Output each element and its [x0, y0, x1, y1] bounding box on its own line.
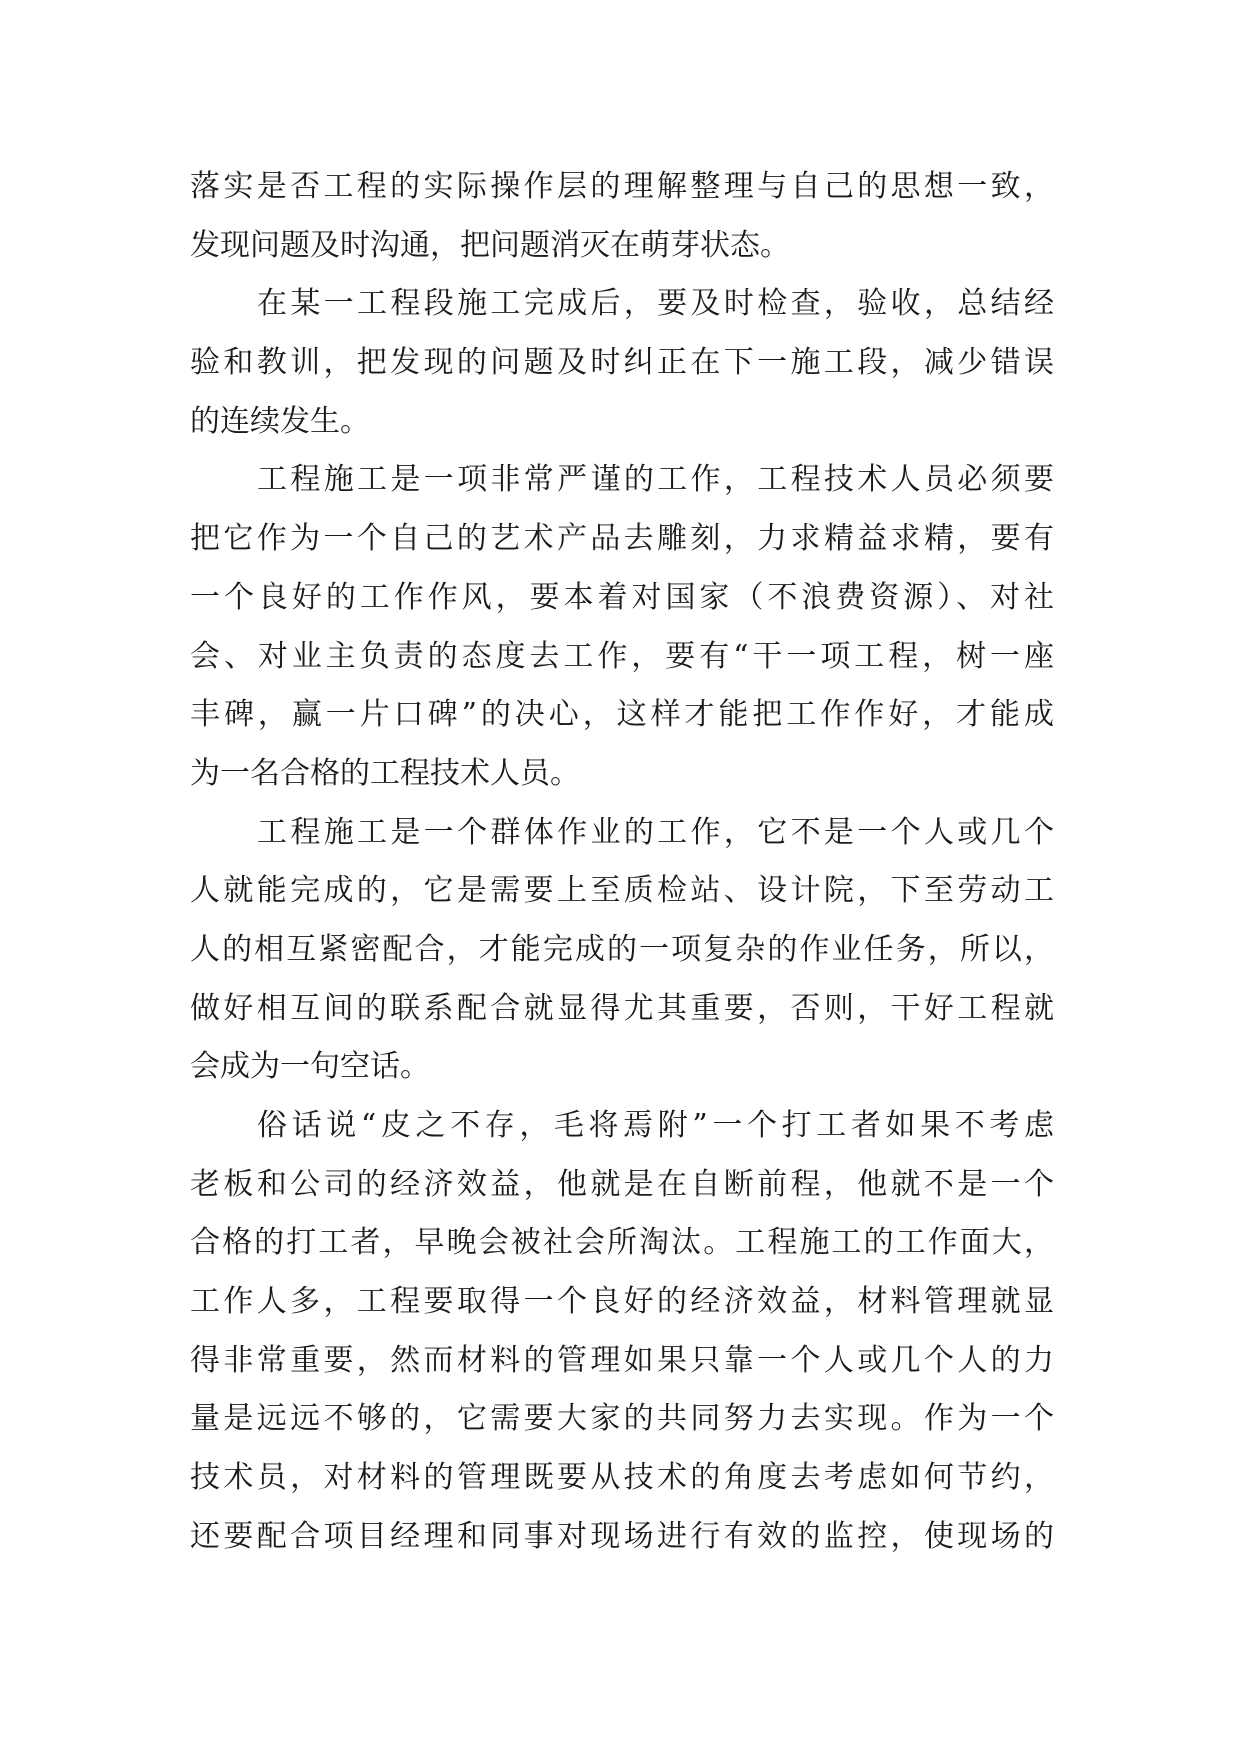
text-line: 俗话说“皮之不存，毛将焉附”一个打工者如果不考虑: [257, 1108, 1054, 1143]
text-line: 落实是否工程的实际操作层的理解整理与自己的思想一致，: [190, 169, 1054, 204]
text-line: 为一名合格的工程技术人员。: [190, 755, 580, 791]
document-body: [190, 158, 1054, 1567]
text-line: 还要配合项目经理和同事对现场进行有效的监控，使现场的: [190, 1518, 1054, 1554]
text-line: 人的相互紧密配合，才能完成的一项复杂的作业任务，所以，: [190, 931, 1054, 967]
text-line: 发现问题及时沟通，把问题消灭在萌芽状态。: [190, 227, 790, 263]
text-line: 量是远远不够的，它需要大家的共同努力去实现。作为一个: [190, 1401, 1054, 1437]
text-line: 工程施工是一个群体作业的工作，它不是一个人或几个: [257, 814, 1054, 850]
text-line: 丰碑，赢一片口碑”的决心，这样才能把工作作好，才能成: [190, 697, 1054, 733]
text-line: 老板和公司的经济效益，他就是在自断前程，他就不是一个: [190, 1166, 1054, 1202]
text-line: 的连续发生。: [190, 403, 370, 439]
text-line: 一个良好的工作作风，要本着对国家（不浪费资源）、对社: [190, 579, 1054, 615]
text-line: 技术员，对材料的管理既要从技术的角度去考虑如何节约，: [190, 1460, 1054, 1496]
text-line: 工作人多，工程要取得一个良好的经济效益，材料管理就显: [190, 1284, 1054, 1320]
text-line: 人就能完成的，它是需要上至质检站、设计院，下至劳动工: [190, 873, 1054, 909]
text-line: 把它作为一个自己的艺术产品去雕刻，力求精益求精，要有: [190, 521, 1054, 557]
text-line: 在某一工程段施工完成后，要及时检查，验收，总结经: [257, 286, 1054, 322]
text-line: 合格的打工者，早晚会被社会所淘汰。工程施工的工作面大，: [190, 1225, 1054, 1261]
text-line: 得非常重要，然而材料的管理如果只靠一个人或几个人的力: [190, 1342, 1054, 1378]
text-line: 工程施工是一项非常严谨的工作，工程技术人员必须要: [257, 462, 1054, 498]
text-line: 做好相互间的联系配合就显得尤其重要，否则，干好工程就: [190, 990, 1054, 1026]
text-line: 验和教训，把发现的问题及时纠正在下一施工段，减少错误: [190, 345, 1054, 381]
text-line: 会、对业主负责的态度去工作，要有“干一项工程，树一座: [190, 638, 1054, 674]
text-line: 会成为一句空话。: [190, 1049, 430, 1085]
